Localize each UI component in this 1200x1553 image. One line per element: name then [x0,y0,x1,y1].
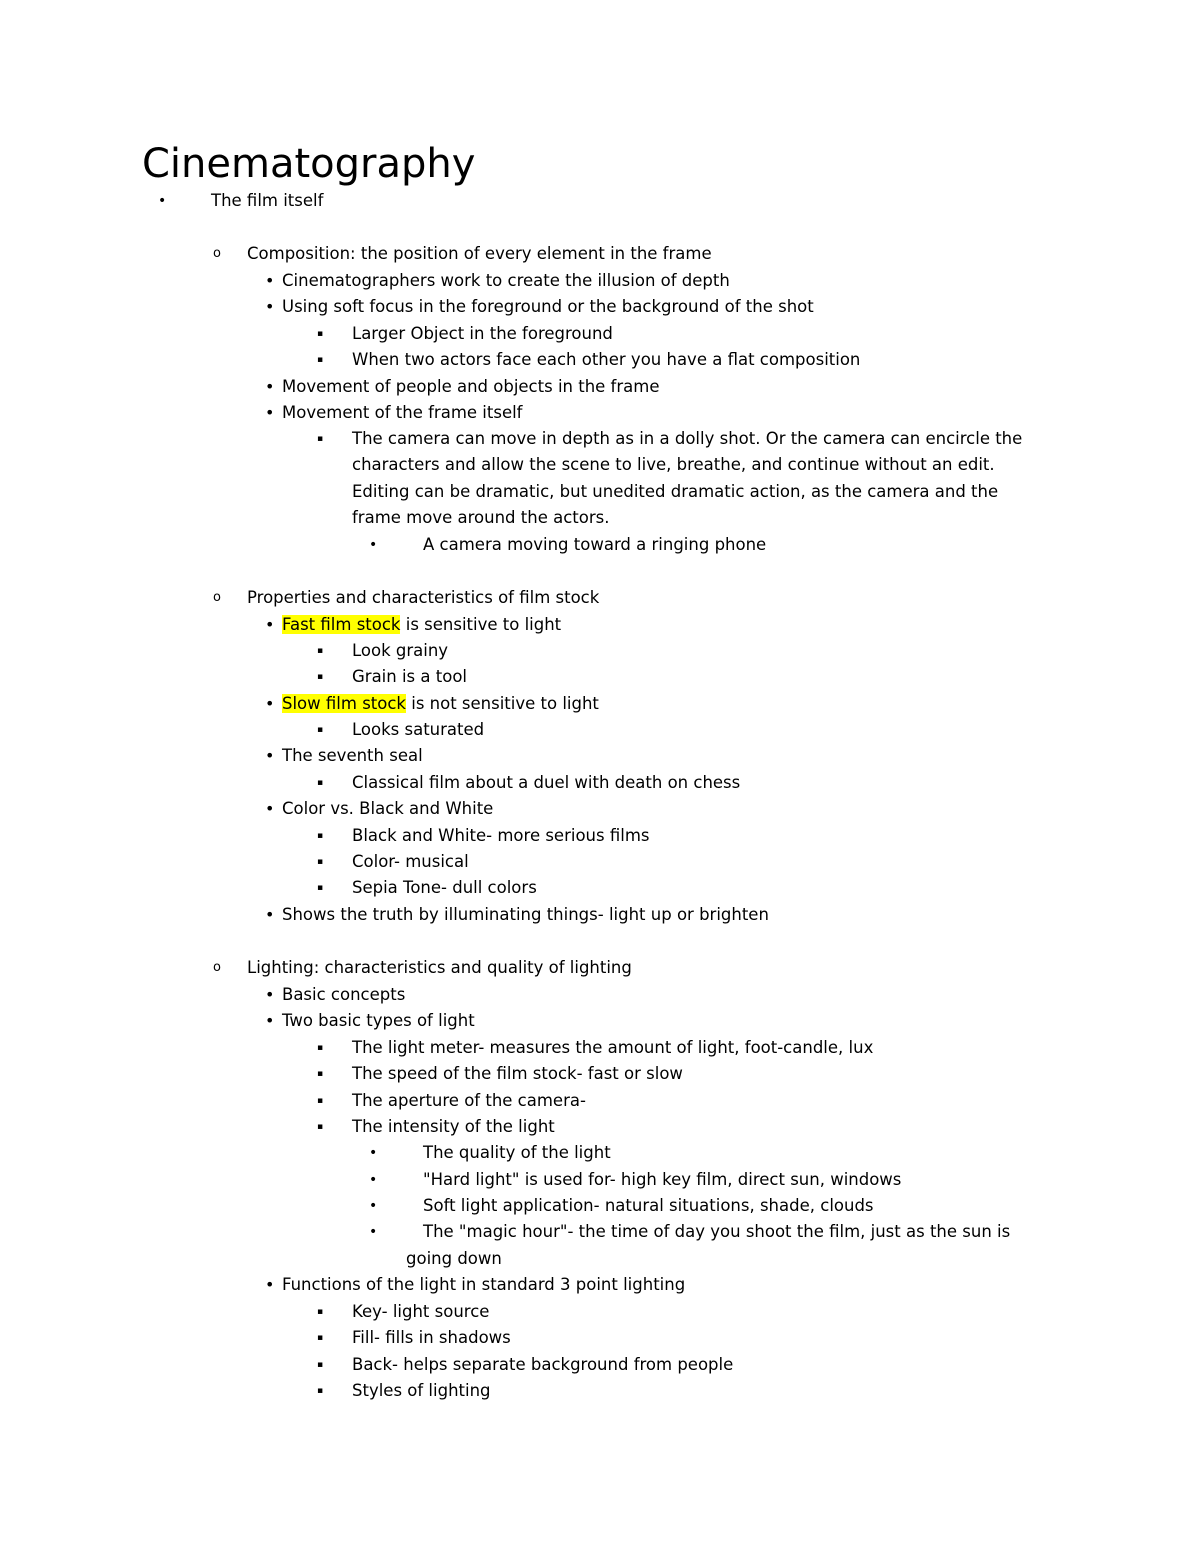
list-item: Sepia Tone- dull colors [352,878,537,897]
list-item: The light meter- measures the amount of light, foot-candle, lux [352,1038,874,1057]
square-bullet-icon: ▪ [317,1333,324,1343]
list-item: Look grainy [352,641,449,660]
square-bullet-icon: ▪ [317,1096,324,1106]
bullet-icon: • [369,1224,378,1240]
list-item-line: The camera can move in depth as in a dolly shot. Or the camera can encircle the [352,429,1023,448]
square-bullet-icon: ▪ [317,1386,324,1396]
list-item: Soft light application- natural situations, shade, clouds [423,1196,874,1215]
list-item [282,612,561,638]
square-bullet-icon: ▪ [317,646,324,656]
list-item: Key- light source [352,1302,490,1321]
bullet-icon: • [369,1198,378,1214]
list-item-line: characters and allow the scene to live, breathe, and continue without an edit. [352,455,995,474]
square-bullet-icon: ▪ [317,725,324,735]
bullet-icon: • [265,746,275,765]
list-item: Functions of the light in standard 3 point lighting [282,1275,686,1294]
section-heading: Lighting: characteristics and quality of lighting [247,958,632,977]
list-item: The seventh seal [282,746,423,765]
list-item: Color- musical [352,852,469,871]
list-item-text: is sensitive to light [400,615,562,634]
square-bullet-icon: ▪ [317,883,324,893]
bullet-icon: • [158,193,167,209]
list-item: The aperture of the camera- [352,1091,586,1110]
bullet-icon: • [265,403,275,422]
list-item: Back- helps separate background from people [352,1355,734,1374]
list-item: A camera moving toward a ringing phone [423,535,767,554]
square-bullet-icon: ▪ [317,778,324,788]
square-bullet-icon: ▪ [317,831,324,841]
list-item [282,691,599,717]
list-item: The intensity of the light [352,1117,555,1136]
circle-bullet-icon: o [213,246,221,261]
bullet-icon: • [265,271,275,290]
bullet-icon: • [265,799,275,818]
bullet-icon: • [369,1145,378,1161]
bullet-icon: • [265,615,275,634]
list-item: Two basic types of light [282,1011,475,1030]
highlighted-term: Slow film stock [282,694,406,713]
list-item: Shows the truth by illuminating things- light up or brighten [282,905,769,924]
list-item: The film itself [211,191,324,210]
list-item: Color vs. Black and White [282,799,494,818]
circle-bullet-icon: o [213,960,221,975]
list-item-line: Editing can be dramatic, but unedited dramatic action, as the camera and the [352,482,999,501]
highlighted-term: Fast film stock [282,615,401,634]
list-item: Grain is a tool [352,667,467,686]
section-heading: Composition: the position of every element in the frame [247,244,712,263]
list-item: Styles of lighting [352,1381,491,1400]
square-bullet-icon: ▪ [317,1069,324,1079]
section-heading: Properties and characteristics of film stock [247,588,600,607]
list-item: Looks saturated [352,720,485,739]
square-bullet-icon: ▪ [317,672,324,682]
bullet-icon: • [265,694,275,713]
bullet-icon: • [265,377,275,396]
square-bullet-icon: ▪ [317,329,324,339]
circle-bullet-icon: o [213,590,221,605]
list-item-line: The "magic hour"- the time of day you shoot the film, just as the sun is [423,1222,1011,1241]
bullet-icon: • [265,985,275,1004]
bullet-icon: • [265,905,275,924]
list-item-line: going down [406,1249,502,1268]
list-item: The speed of the film stock- fast or slow [352,1064,683,1083]
page-title: Cinematography [142,141,476,187]
square-bullet-icon: ▪ [317,434,324,444]
list-item: Classical film about a duel with death on chess [352,773,741,792]
list-item: "Hard light" is used for- high key film, direct sun, windows [423,1170,902,1189]
square-bullet-icon: ▪ [317,355,324,365]
square-bullet-icon: ▪ [317,1360,324,1370]
list-item-text: is not sensitive to light [405,694,599,713]
list-item: Using soft focus in the foreground or the background of the shot [282,297,814,316]
list-item: Basic concepts [282,985,406,1004]
bullet-icon: • [265,297,275,316]
list-item: Movement of the frame itself [282,403,523,422]
bullet-icon: • [369,537,378,553]
square-bullet-icon: ▪ [317,1307,324,1317]
list-item: Movement of people and objects in the frame [282,377,660,396]
list-item-line: frame move around the actors. [352,508,610,527]
list-item: Larger Object in the foreground [352,324,613,343]
list-item: Black and White- more serious films [352,826,650,845]
bullet-icon: • [265,1011,275,1030]
square-bullet-icon: ▪ [317,1043,324,1053]
bullet-icon: • [369,1172,378,1188]
bullet-icon: • [265,1275,275,1294]
list-item: Cinematographers work to create the illusion of depth [282,271,730,290]
square-bullet-icon: ▪ [317,1122,324,1132]
list-item: Fill- fills in shadows [352,1328,511,1347]
square-bullet-icon: ▪ [317,857,324,867]
list-item: The quality of the light [423,1143,611,1162]
list-item: When two actors face each other you have a flat composition [352,350,861,369]
